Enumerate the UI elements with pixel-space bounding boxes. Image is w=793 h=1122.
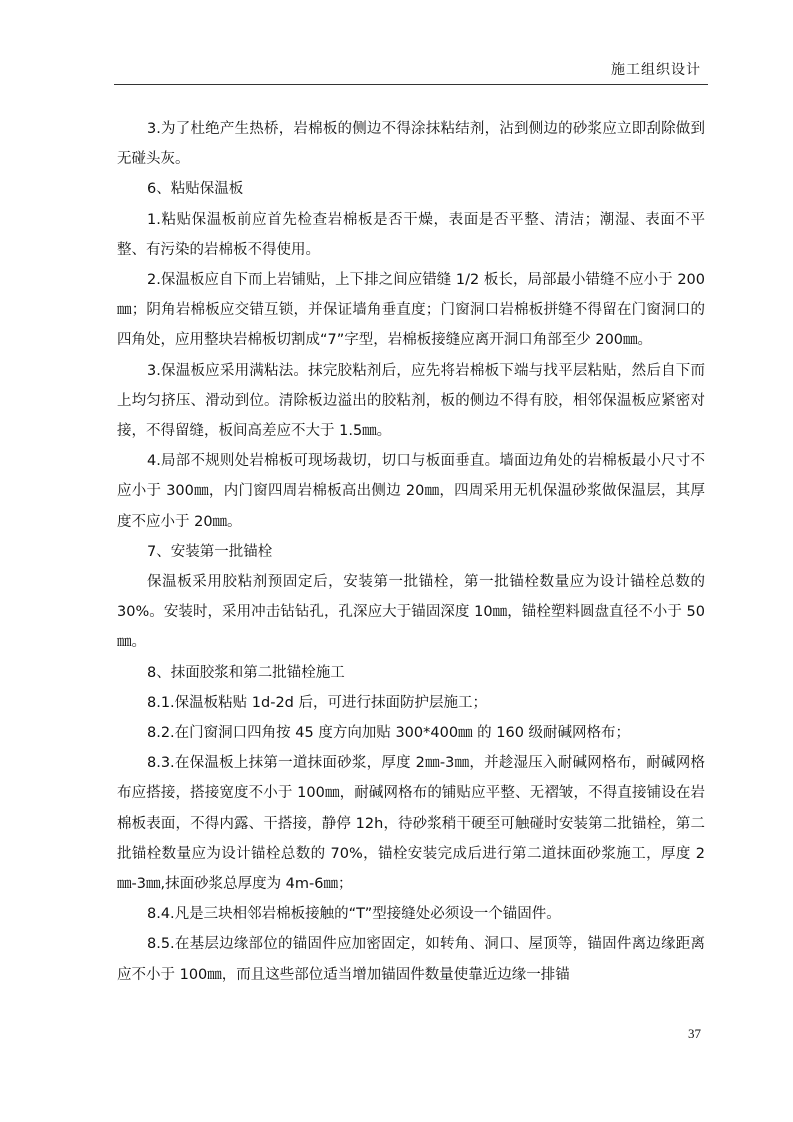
paragraph-8-2: 8.2.在门窗洞口四角按 45 度方向加贴 300*400㎜ 的 160 级耐碱网格布； [147,725,631,742]
paragraph-8-5: 8.5.在基层边缘部位的锚固件应加密固定，如转角、洞口、屋顶等，锚固件离边缘距离应不小于 100㎜，而且这些部位适当增加锚固件数量使靠近边缘一排锚 [117,936,705,983]
paragraph-6-3: 3.保温板应采用满粘法。抹完胶粘剂后，应先将岩棉板下端与找平层粘贴，然后自下而上均匀挤压、滑动到位。清除板边溢出的胶粘剂，板的侧边不得有胶，相邻保温板应紧密对接，不得留缝，板间高差应不大于 1.5㎜。 [117,362,705,440]
paragraph-6-1: 1.粘贴保温板前应首先检查岩棉板是否干燥，表面是否平整、清洁；潮湿、表面不平整、有污染的岩棉板不得使用。 [117,211,705,258]
section-heading-6: 6、粘贴保温板 [147,181,244,198]
header-rule [114,84,708,85]
header-title: 施工组织设计 [611,62,701,78]
paragraph-8-4: 8.4.凡是三块相邻岩棉板接触的“T”型接缝处必须设一个锚固件。 [147,906,561,923]
paragraph-8-1: 8.1.保温板粘贴 1d-2d 后，可进行抹面防护层施工； [147,694,487,711]
paragraph-6-4: 4.局部不规则处岩棉板可现场裁切，切口与板面垂直。墙面边角处的岩棉板最小尺寸不应小于 300㎜，内门窗四周岩棉板高出侧边 20㎜，四周采用无机保温砂浆做保温层，其厚度不应小于 20㎜。 [117,453,705,530]
paragraph-8-3: 8.3.在保温板上抹第一道抹面砂浆，厚度 2㎜-3㎜，并趁湿压入耐碱网格布，耐碱网格布应搭接，搭接宽度不小于 100㎜，耐碱网格布的铺贴应平整、无褶皱，不得直接铺设在岩棉板表面，不得内露、干搭接，静停 12h，待砂浆稍干硬至可触碰时安装第二批锚栓，第二批锚栓数量应为设计锚栓总数的 70%，锚栓安装完成后进行第二道抹面砂浆施工，厚度 2㎜-3㎜,抹面砂浆总厚度为 4m-6㎜； [117,755,705,893]
section-heading-7: 7、安装第一批锚栓 [147,543,273,560]
paragraph-7: 保温板采用胶粘剂预固定后，安装第一批锚栓，第一批锚栓数量应为设计锚栓总数的 30%。安装时，采用冲击钻钻孔，孔深应大于锚固深度 10㎜，锚栓塑料圆盘直径不小于 50㎜。 [117,574,705,651]
body-text [117,114,705,990]
paragraph-3-thermal-bridge: 3.为了杜绝产生热桥，岩棉板的侧边不得涂抹粘结剂，沾到侧边的砂浆应立即刮除做到无碰头灰。 [117,121,705,168]
paragraph-6-2: 2.保温板应自下而上岩铺贴，上下排之间应错缝 1/2 板长，局部最小错缝不应小于 200㎜；阴角岩棉板应交错互锁，并保证墙角垂直度；门窗洞口岩棉板拼缝不得留在门窗洞口的四角处，应用整块岩棉板切割成“7”字型，岩棉板接缝应离开洞口角部至少 200㎜。 [117,272,705,349]
section-heading-8: 8、抹面胶浆和第二批锚栓施工 [147,664,345,681]
page-number: 37 [688,1026,701,1041]
